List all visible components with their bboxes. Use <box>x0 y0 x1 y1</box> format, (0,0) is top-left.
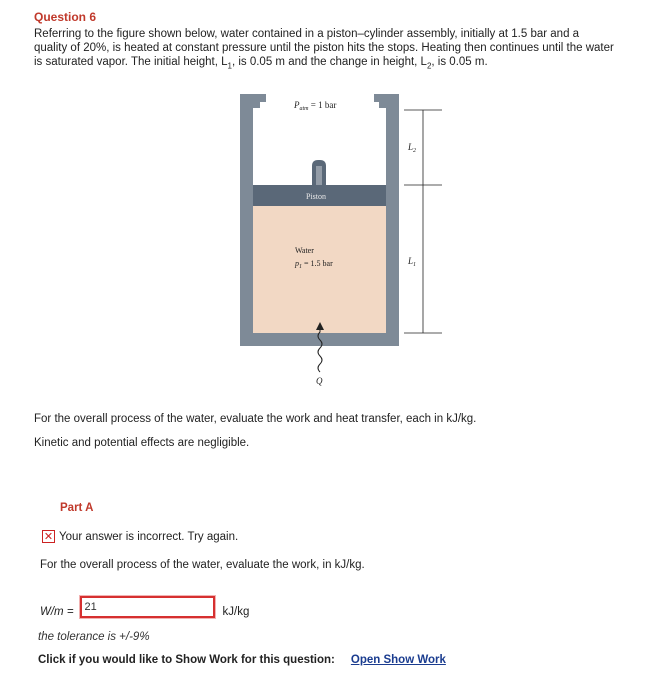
left-stop <box>253 102 260 108</box>
show-work-row <box>38 654 446 666</box>
show-work-prompt: Click if you would like to Show Work for this question: <box>38 654 335 666</box>
l1-label: $L_1$ <box>408 256 417 268</box>
l2-subscript: 2 <box>426 61 432 71</box>
water-label: Water <box>295 246 314 255</box>
part-a-title: Part A <box>60 502 94 514</box>
answer-input[interactable] <box>80 596 215 618</box>
l1-subscript: 1 <box>227 61 232 71</box>
left-top-flange <box>240 94 266 102</box>
question-text <box>34 27 614 73</box>
question-text-part3: , is 0.05 m. <box>431 56 488 68</box>
question-text-part2: , is 0.05 m and the change in height, L <box>231 56 427 68</box>
question-title: Question 6 <box>34 10 97 24</box>
open-show-work-link[interactable]: Open Show Work <box>350 654 446 666</box>
water-region <box>253 206 386 333</box>
right-stop <box>379 102 386 108</box>
right-top-flange <box>374 94 399 102</box>
tolerance-text: the tolerance is +/-9% <box>38 631 150 643</box>
answer-label: W/m = <box>40 606 74 618</box>
l2-label: $L_2$ <box>408 142 417 154</box>
incorrect-x-icon: ✕ <box>43 531 54 543</box>
incorrect-feedback <box>42 530 238 543</box>
kinetic-note: Kinetic and potential effects are negligible. <box>34 437 250 449</box>
piston-label: Piston <box>306 192 327 201</box>
overall-process-text: For the overall process of the water, evaluate the work and heat transfer, each in kJ/kg. <box>34 413 477 425</box>
patm-label: $P_{atm} = 1$ bar <box>294 100 337 112</box>
answer-unit: kJ/kg <box>222 606 250 618</box>
q-label: Q <box>316 376 323 386</box>
incorrect-text: Your answer is incorrect. Try again. <box>59 530 239 543</box>
piston-cylinder-figure <box>228 88 448 388</box>
part-a-prompt: For the overall process of the water, evaluate the work, in kJ/kg. <box>40 559 365 571</box>
cylinder-right-wall <box>386 94 399 346</box>
answer-row <box>40 592 249 622</box>
p1-label: $p_1 = 1.5$ bar <box>295 259 333 270</box>
question-text-part1: Referring to the figure shown below, water contained in a piston–cylinder assembly, initially at 1.5 bar and a quality of 20%, is heated at constant pressure until the piston hits the stops. Heating then continues until the water is saturated vapor. The initial height, L <box>34 28 614 68</box>
cylinder-left-wall <box>240 94 253 346</box>
